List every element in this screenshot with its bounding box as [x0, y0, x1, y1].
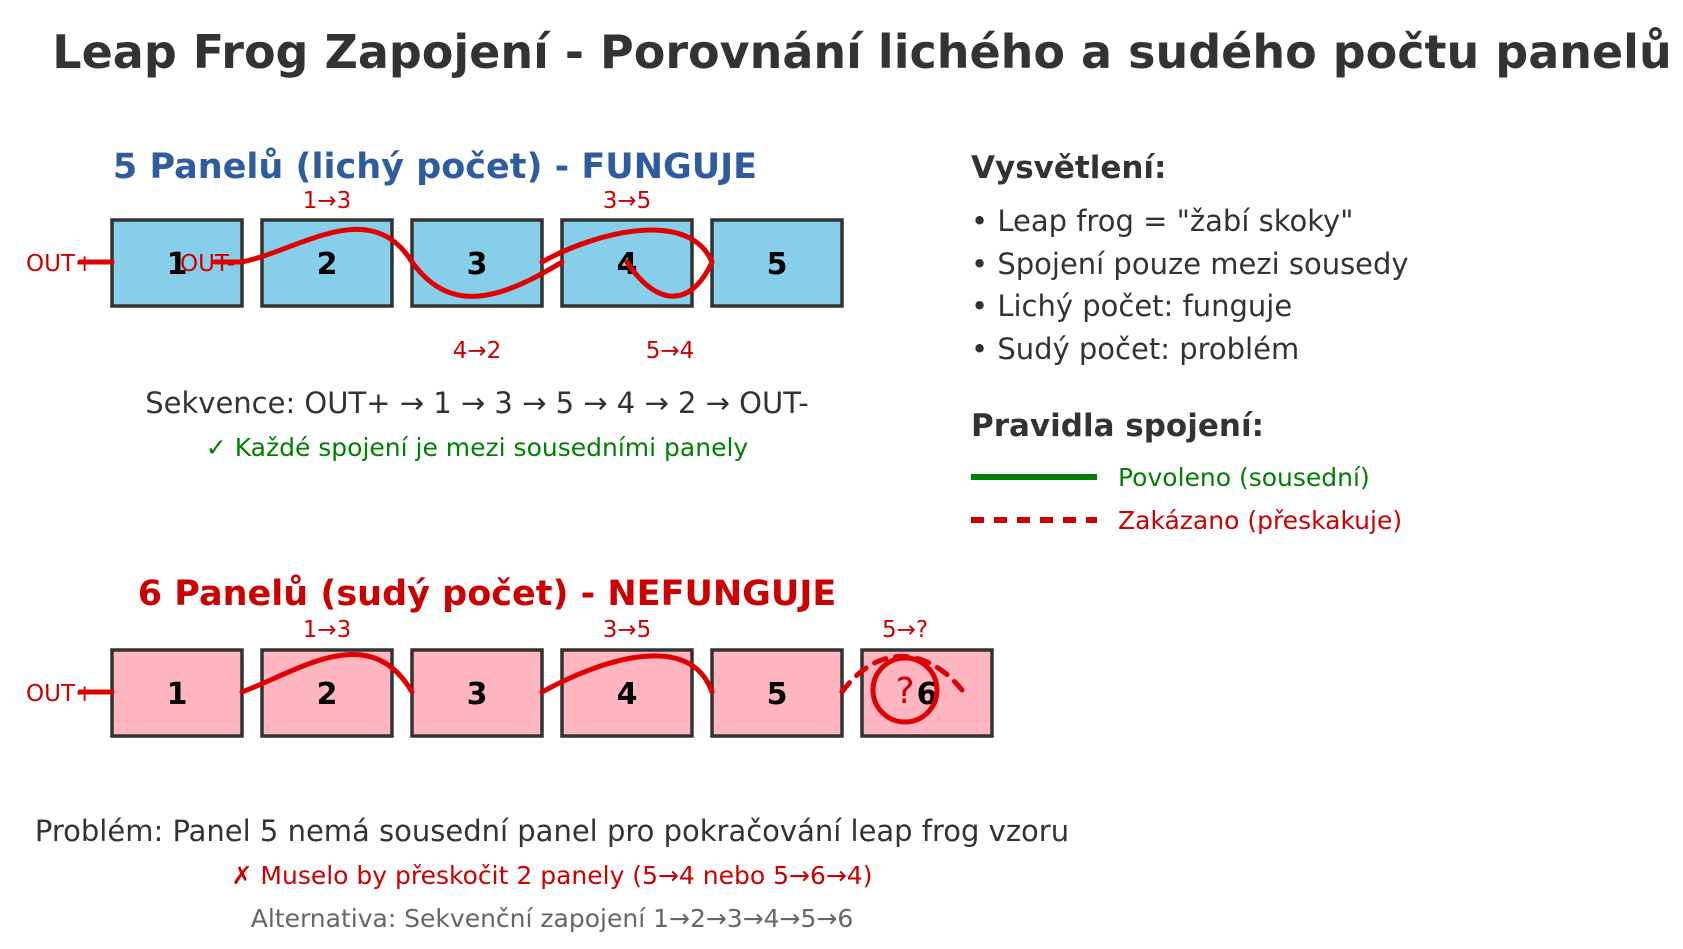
even-hop-label-1-3: 1→3	[302, 617, 352, 643]
legend-rules-heading: Pravidla spojení:	[971, 408, 1264, 444]
even-panel-2	[262, 650, 392, 736]
odd-panel-3-label: 3	[466, 247, 488, 282]
legend-item-1: • Leap frog = "žabí skoky"	[971, 204, 1354, 238]
even-alternative-note: Alternativa: Sekvenční zapojení 1→2→3→4→5→6	[250, 904, 854, 933]
even-panel-5-label: 5	[766, 677, 788, 712]
legend-item-4: • Sudý počet: problém	[971, 332, 1300, 366]
even-question-mark: ?	[895, 671, 915, 712]
even-panel-5	[712, 650, 842, 736]
odd-out-plus-label: OUT+	[26, 251, 95, 277]
odd-ok-note: ✓ Každé spojení je mezi sousedními panely	[205, 433, 749, 462]
even-error-note: ✗ Muselo by přeskočit 2 panely (5→4 nebo 5→6→4)	[231, 861, 873, 890]
even-panel-6-label: 6	[916, 677, 938, 712]
odd-hop-label-3-5: 3→5	[602, 188, 652, 214]
even-panel-4	[562, 650, 692, 736]
legend-allowed-label: Povoleno (sousední)	[1118, 463, 1370, 492]
odd-panel-5-label: 5	[766, 247, 788, 282]
odd-sequence: Sekvence: OUT+ → 1 → 3 → 5 → 4 → 2 → OUT-	[145, 386, 809, 420]
odd-panel-2-label: 2	[316, 247, 338, 282]
legend-heading: Vysvětlení:	[971, 150, 1167, 186]
even-panel-2-label: 2	[316, 677, 338, 712]
odd-panel-3	[412, 220, 542, 306]
odd-hop-label-1-3: 1→3	[302, 188, 352, 214]
even-problem-text: Problém: Panel 5 nemá sousední panel pro pokračování leap frog vzoru	[34, 814, 1070, 848]
legend-item-3: • Lichý počet: funguje	[971, 289, 1293, 323]
even-panel-1	[112, 650, 242, 736]
legend-forbidden-label: Zakázano (přeskakuje)	[1118, 506, 1403, 535]
even-panel-3-label: 3	[466, 677, 488, 712]
page-title: Leap Frog Zapojení - Porovnání lichého a sudého počtu panelů	[52, 25, 1672, 79]
legend	[971, 150, 1409, 535]
even-hop-label-3-5: 3→5	[602, 617, 652, 643]
odd-panel-4-label: 4	[616, 247, 638, 282]
even-out-plus-label: OUT+	[26, 681, 95, 707]
even-panel-4-label: 4	[616, 677, 638, 712]
even-panel-1-label: 1	[166, 677, 188, 712]
odd-out-minus-label: OUT-	[180, 251, 236, 277]
odd-panel-5	[712, 220, 842, 306]
even-panel-3	[412, 650, 542, 736]
odd-section-title: 5 Panelů (lichý počet) - FUNGUJE	[112, 147, 758, 187]
odd-hop-label-4-2: 4→2	[452, 338, 502, 364]
legend-item-2: • Spojení pouze mezi sousedy	[971, 247, 1409, 281]
even-section-title: 6 Panelů (sudý počet) - NEFUNGUJE	[137, 574, 837, 614]
even-hop-label-5-unknown: 5→?	[881, 617, 929, 643]
odd-panel-1-label: 1	[166, 247, 188, 282]
odd-hop-label-5-4: 5→4	[645, 338, 695, 364]
